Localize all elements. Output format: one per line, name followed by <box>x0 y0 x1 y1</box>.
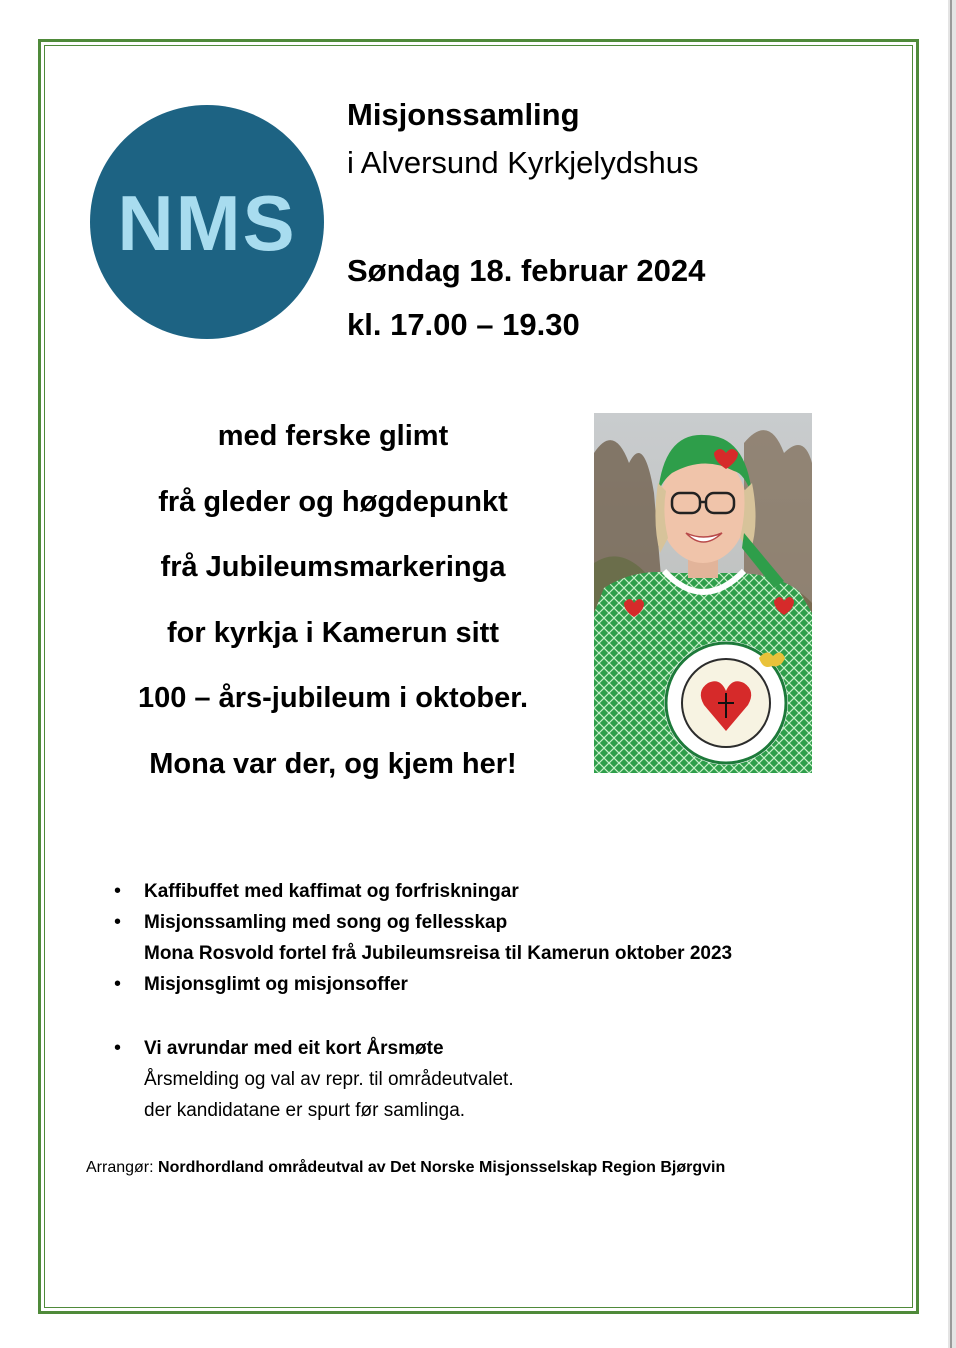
organizer-line <box>86 1155 725 1181</box>
event-title: Misjonssamling <box>347 97 580 132</box>
speaker-photo <box>594 413 812 773</box>
program-item <box>120 1033 880 1126</box>
page-edge-line <box>950 0 952 1348</box>
announcement-line: 100 – års-jubileum i oktober. <box>137 682 529 714</box>
event-venue: i Alversund Kyrkjelydshus <box>347 145 699 180</box>
announcement-text <box>80 410 586 803</box>
program-item-title: Kaffibuffet med kaffimat og forfriskningar <box>144 881 519 902</box>
event-date: Søndag 18. februar 2024 <box>347 253 706 288</box>
announcement-line: Mona var der, og kjem her! <box>149 747 517 780</box>
announcement-line: med ferske glimt <box>217 420 449 452</box>
program-list <box>120 876 880 1126</box>
announcement-line: frå gleder og høgdepunkt <box>158 485 508 518</box>
program-item <box>120 907 880 969</box>
nms-logo <box>90 105 324 339</box>
organizer-label: Arrangør: <box>86 1159 154 1176</box>
event-time: kl. 17.00 – 19.30 <box>347 307 580 342</box>
organizer-name: Nordhordland områdeutval av Det Norske Misjonsselskap Region Bjørgvin <box>158 1159 726 1176</box>
announcement-line: for kyrkja i Kamerun sitt <box>167 616 499 649</box>
program-item <box>120 969 880 1000</box>
program-item-detail: Mona Rosvold fortel frå Jubileumsreisa til Kamerun oktober 2023 <box>144 943 733 964</box>
nms-logo-text: NMS <box>117 179 297 267</box>
program-item <box>120 876 880 907</box>
program-item-title: Misjonssamling med song og fellesskap <box>144 912 508 933</box>
program-item-title: Misjonsglimt og misjonsoffer <box>144 974 408 995</box>
announcement-line: frå Jubileumsmarkeringa <box>160 551 506 583</box>
program-item-detail: der kandidatane er spurt før samlinga. <box>144 1100 466 1121</box>
program-item-title: Vi avrundar med eit kort Årsmøte <box>144 1038 444 1059</box>
program-item-detail: Årsmelding og val av repr. til områdeutvalet. <box>144 1069 514 1090</box>
